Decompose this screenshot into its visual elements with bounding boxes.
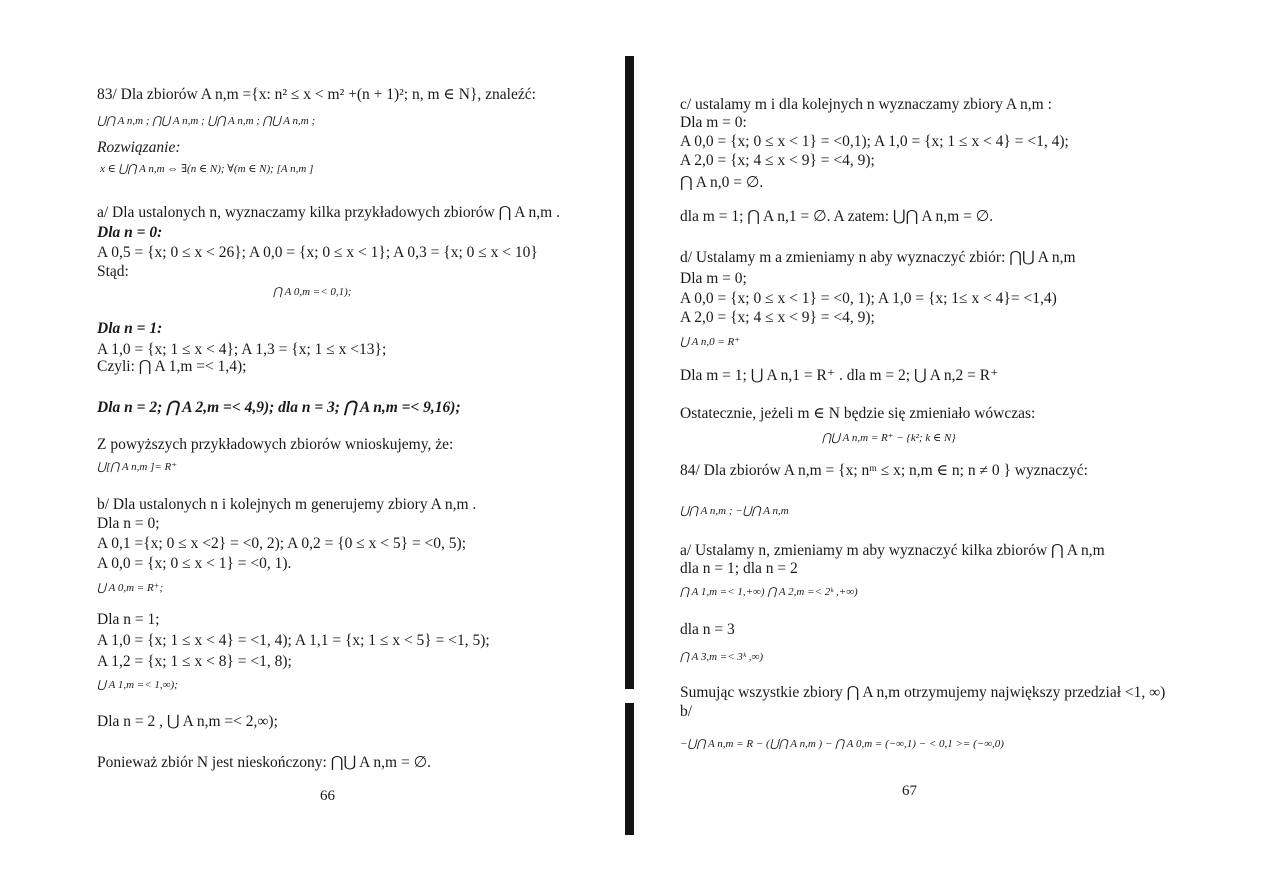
text-line: dla n = 1; dla n = 2 xyxy=(680,560,798,577)
formula-line: ⋃ A 1,m =< 1,∞); xyxy=(97,679,178,691)
formula-line: x ∈ ⋃⋂ A n,m ⇔ ∃(n ∈ N); ∀(m ∈ N); [A n,m ] xyxy=(100,163,314,175)
formula-line: ⋂ A 1,m =< 1,+∞) ⋂ A 2,m =< 2ᵏ ,+∞) xyxy=(680,586,858,598)
formula-line: ⋃ A n,0 = R⁺ xyxy=(680,336,741,348)
formula-line: ⋃ A 0,m = R⁺; xyxy=(97,582,164,594)
formula-line: ⋂ A 3,m =< 3ᵏ ,∞) xyxy=(680,651,763,663)
text-line: Ponieważ zbiór N jest nieskończony: ⋂⋃ A n,m = ∅. xyxy=(97,754,431,771)
text-line: A 1,0 = {x; 1 ≤ x < 4}; A 1,3 = {x; 1 ≤ x <13}; xyxy=(97,341,387,358)
text-line: A 2,0 = {x; 4 ≤ x < 9} = <4, 9); xyxy=(680,309,875,326)
text-line: Sumując wszystkie zbiory ⋂ A n,m otrzymujemy największy przedział <1, ∞) xyxy=(680,684,1166,701)
right-page xyxy=(636,0,1263,893)
text-line: Stąd: xyxy=(97,263,129,280)
text-line: A 0,1 ={x; 0 ≤ x <2} = <0, 2); A 0,2 = {0 ≤ x < 5} = <0, 5); xyxy=(97,535,467,552)
page-number: 66 xyxy=(320,788,335,804)
text-line: dla n = 3 xyxy=(680,621,735,638)
solution-heading: Rozwiązanie: xyxy=(97,139,181,156)
text-line: Ostatecznie, jeżeli m ∈ N będzie się zmieniało wówczas: xyxy=(680,405,1036,422)
formula-line: ⋂⋃ A n,m = R⁺ − {k²; k ∈ N} xyxy=(822,432,956,444)
left-page xyxy=(0,0,628,893)
text-line: A 2,0 = {x; 4 ≤ x < 9} = <4, 9); xyxy=(680,152,875,169)
text-line: Dla n = 1; xyxy=(97,611,160,628)
text-line: A 0,0 = {x; 0 ≤ x < 1} = <0, 1). xyxy=(97,555,292,572)
text-line: Dla n = 0; xyxy=(97,515,160,532)
text-line: Z powyższych przykładowych zbiorów wnioskujemy, że: xyxy=(97,436,454,453)
text-line: A 0,0 = {x; 0 ≤ x < 1} = <0, 1); A 1,0 = {x; 1≤ x < 4}= <1,4) xyxy=(680,290,1057,307)
text-line: A 1,0 = {x; 1 ≤ x < 4} = <1, 4); A 1,1 = {x; 1 ≤ x < 5} = <1, 5); xyxy=(97,632,490,649)
formula-line: ⋃[⋂ A n,m ]= R⁺ xyxy=(97,461,178,473)
text-line: A 0,5 = {x; 0 ≤ x < 26}; A 0,0 = {x; 0 ≤ x < 1}; A 0,3 = {x; 0 ≤ x < 10} xyxy=(97,244,538,261)
problem-83-statement: 83/ Dla zbiorów A n,m ={x: n² ≤ x < m² +(n + 1)²; n, m ∈ N}, znaleźć: xyxy=(97,86,536,103)
text-line: Dla m = 0; xyxy=(680,270,747,287)
section-d-heading: d/ Ustalamy m a zmieniamy n aby wyznaczyć zbiór: ⋂⋃ A n,m xyxy=(680,249,1076,266)
formula-line: ⋃⋂ A n,m ; −⋃⋂ A n,m xyxy=(680,505,789,517)
problem-83-targets: ⋃⋂ A n,m ; ⋂⋃ A n,m ; ⋃⋂ A n,m ; ⋂⋃ A n,m ; xyxy=(97,115,316,127)
page-number: 67 xyxy=(902,783,917,799)
section-c-heading: c/ ustalamy m i dla kolejnych n wyznaczamy zbiory A n,m : xyxy=(680,96,1052,113)
text-line: ⋂ A n,0 = ∅. xyxy=(680,174,764,191)
case-heading: Dla n = 2; ⋂ A 2,m =< 4,9); dla n = 3; ⋂ A n,m =< 9,16); xyxy=(97,399,461,416)
section-b-label: b/ xyxy=(680,703,693,720)
formula-line: −⋃⋂ A n,m = R − (⋃⋂ A n,m ) − ⋂ A 0,m = (−∞,1) − < 0,1 >= (−∞,0) xyxy=(680,738,1004,750)
section-a-heading: a/ Dla ustalonych n, wyznaczamy kilka przykładowych zbiorów ⋂ A n,m . xyxy=(97,204,560,221)
problem-84-statement: 84/ Dla zbiorów A n,m = {x; nᵐ ≤ x; n,m ∈ n; n ≠ 0 } wyznaczyć: xyxy=(680,462,1088,479)
text-line: a/ Ustalamy n, zmieniamy m aby wyznaczyć kilka zbiorów ⋂ A n,m xyxy=(680,542,1105,559)
text-line: A 1,2 = {x; 1 ≤ x < 8} = <1, 8); xyxy=(97,653,292,670)
text-line: dla m = 1; ⋂ A n,1 = ∅. A zatem: ⋃⋂ A n,m = ∅. xyxy=(680,208,994,225)
text-line: Dla m = 0: xyxy=(680,114,747,131)
case-heading: Dla n = 0: xyxy=(97,224,163,241)
text-line: A 0,0 = {x; 0 ≤ x < 1} = <0,1); A 1,0 = {x; 1 ≤ x < 4} = <1, 4); xyxy=(680,133,1069,150)
section-b-heading: b/ Dla ustalonych n i kolejnych m generujemy zbiory A n,m . xyxy=(97,496,477,513)
text-line: Dla m = 1; ⋃ A n,1 = R⁺ . dla m = 2; ⋃ A n,2 = R⁺ xyxy=(680,367,999,384)
text-line: Czyli: ⋂ A 1,m =< 1,4); xyxy=(97,358,247,375)
formula-line: ⋂ A 0,m =< 0,1); xyxy=(273,286,352,298)
text-line: Dla n = 2 , ⋃ A n,m =< 2,∞); xyxy=(97,713,278,730)
case-heading: Dla n = 1: xyxy=(97,320,163,337)
